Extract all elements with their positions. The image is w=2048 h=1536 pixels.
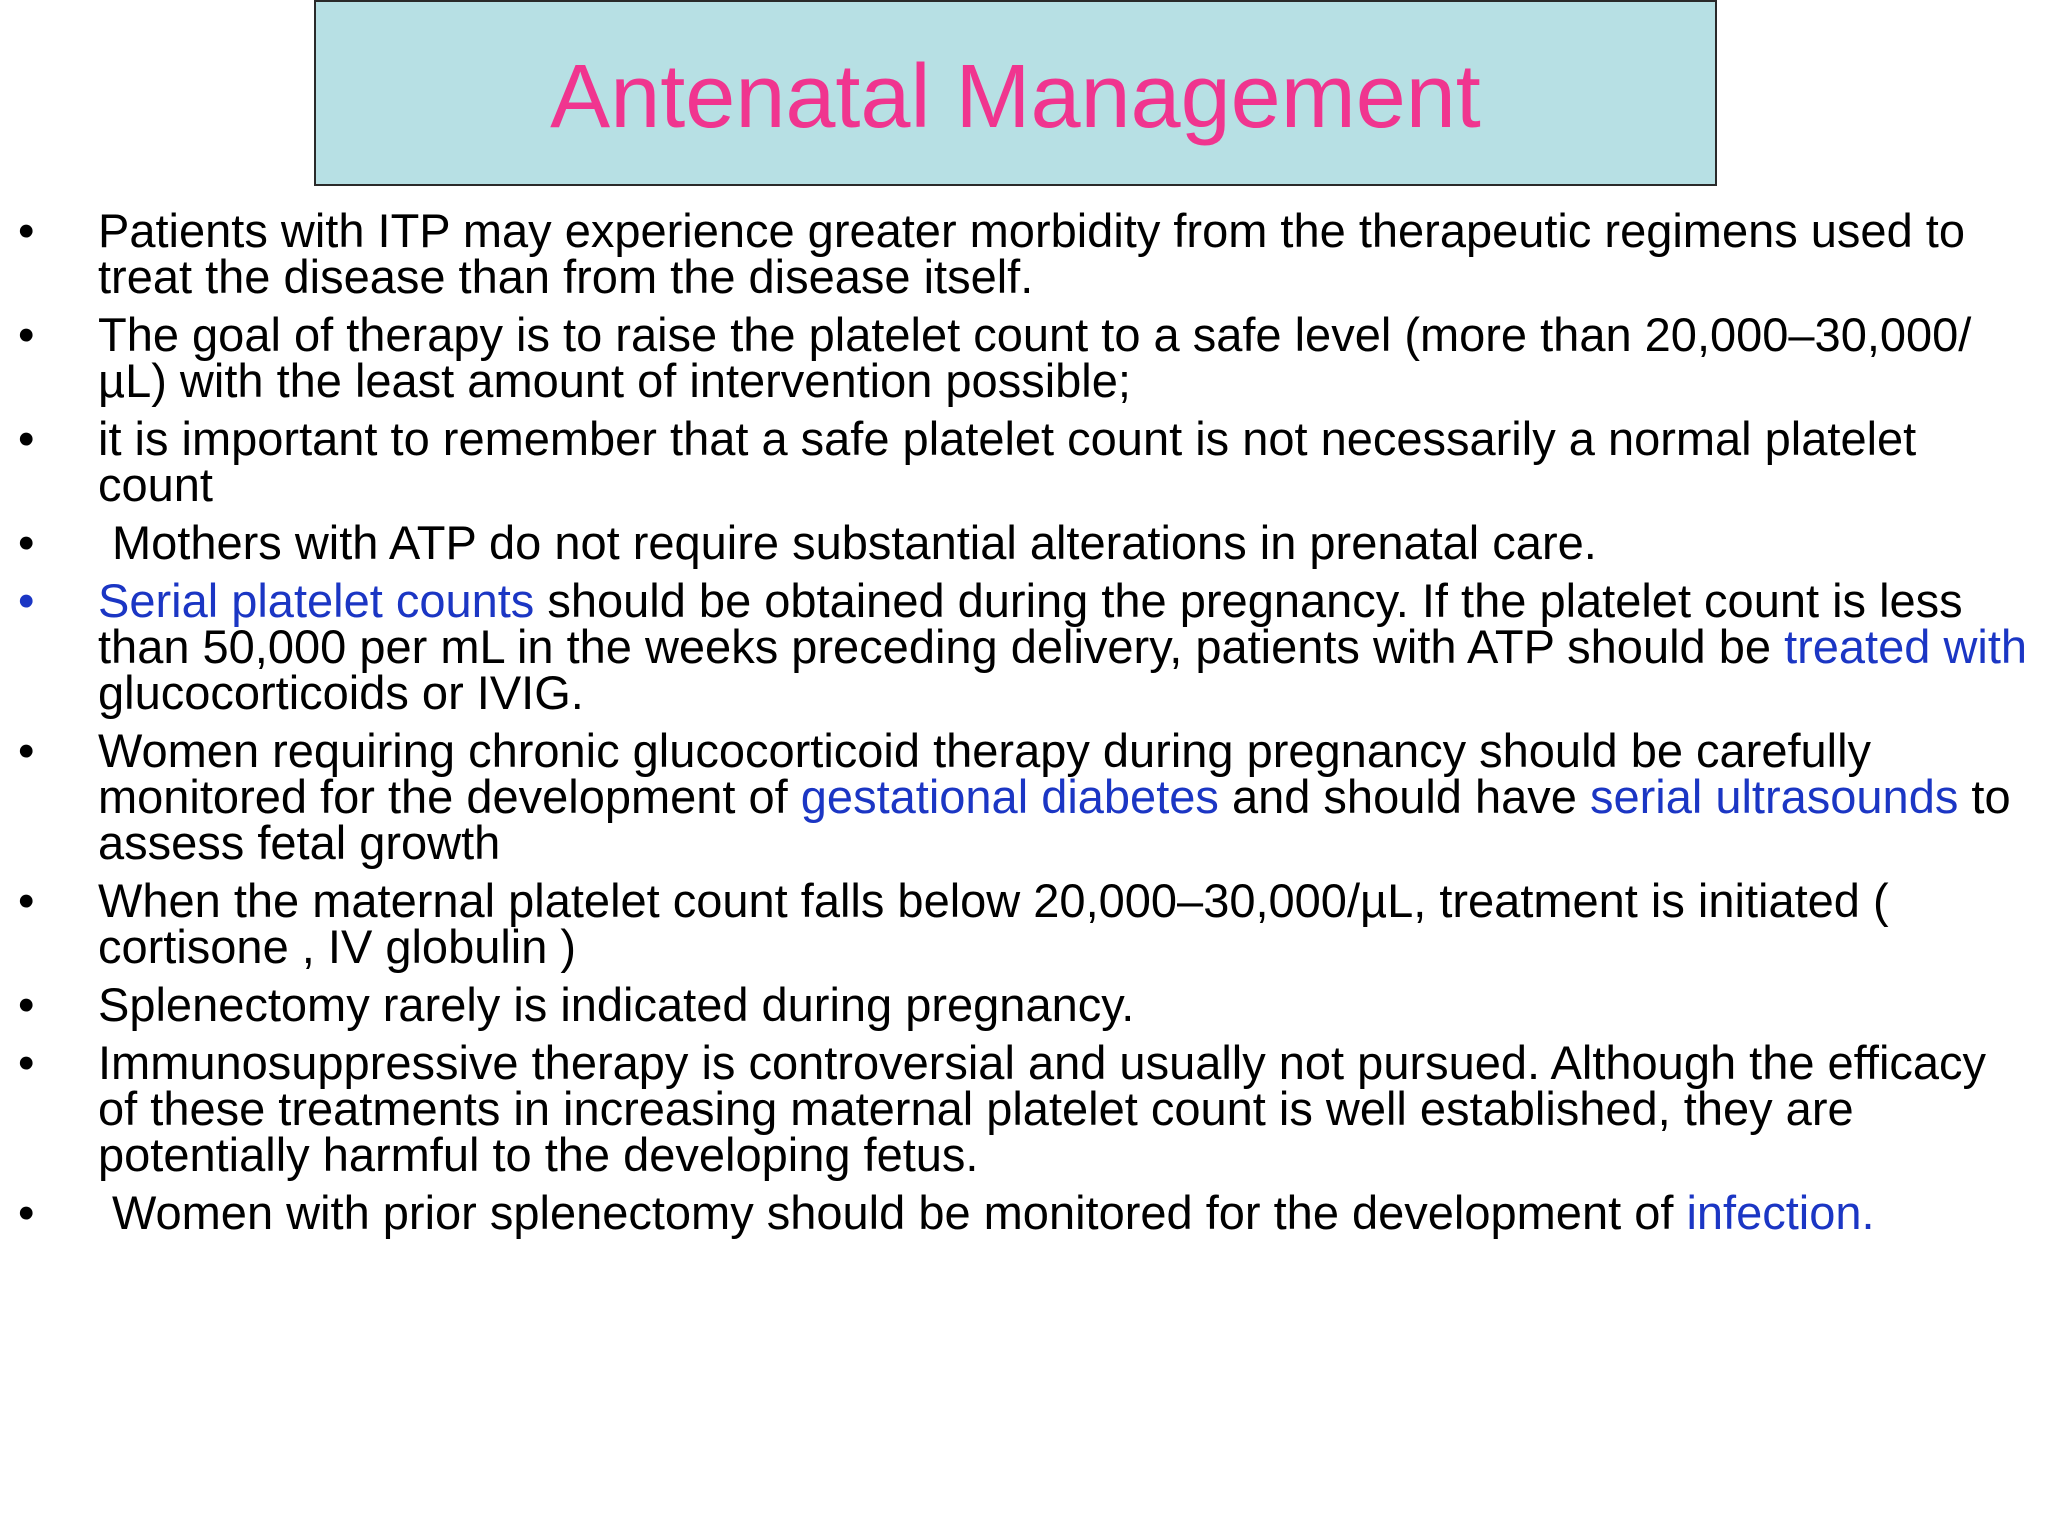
bullet-text: should be obtained during the pregnancy. If the platelet count is less than 50,000 per mL in the weeks preceding delivery, patients with ATP should be	[98, 574, 1963, 673]
bullet-item	[18, 308, 2038, 407]
bullet-marker: •	[18, 412, 35, 465]
bullet-marker: •	[18, 1036, 35, 1089]
bullet-text: The goal of therapy is to raise the platelet count to a safe level (more than 20,000–30,000/µL) with the least amount of intervention possible;	[98, 308, 1972, 407]
highlight-text: gestational diabetes	[800, 770, 1219, 823]
bullet-item	[18, 874, 2038, 973]
highlight-text: treated with	[1784, 620, 2028, 673]
bullet-text: Women requiring chronic glucocorticoid therapy during pregnancy should be carefully monitored for the development of	[98, 724, 1872, 823]
highlight-text: serial ultrasounds	[1589, 770, 1959, 823]
bullet-marker: •	[18, 308, 35, 361]
bullet-marker: •	[18, 874, 35, 927]
bullet-marker: •	[18, 574, 35, 627]
bullet-marker: •	[18, 204, 35, 257]
slide-title: Antenatal Management	[550, 46, 1481, 147]
highlight-text: Serial platelet counts	[98, 574, 535, 627]
title-banner	[314, 0, 1717, 186]
bullet-marker: •	[18, 724, 35, 777]
highlight-text: infection.	[1686, 1186, 1875, 1239]
bullet-text: Women with prior splenectomy should be monitored for the development of	[112, 1186, 1687, 1239]
bullet-item	[18, 412, 2038, 511]
bullet-item	[18, 978, 2038, 1031]
bullet-text: and should have	[1218, 770, 1590, 823]
bullet-item	[18, 516, 2038, 569]
bullet-list	[18, 204, 2038, 1248]
bullet-marker: •	[18, 516, 35, 569]
bullet-marker: •	[18, 978, 35, 1031]
bullet-text: Immunosuppressive therapy is controversial and usually not pursued. Although the efficacy of these treatments in increasing maternal platelet count is well established, they are potentially harmful to the developing fetus.	[98, 1036, 1987, 1181]
bullet-item	[18, 1036, 2038, 1181]
bullet-item	[18, 1186, 2038, 1239]
bullet-text: to assess fetal growth	[98, 770, 2011, 869]
bullet-text: glucocorticoids or IVIG.	[98, 666, 584, 719]
bullet-text: Mothers with ATP do not require substantial alterations in prenatal care.	[112, 516, 1597, 569]
bullet-marker: •	[18, 1186, 35, 1239]
bullet-item	[18, 204, 2038, 303]
bullet-item	[18, 574, 2038, 719]
bullet-text: Patients with ITP may experience greater morbidity from the therapeutic regimens used to treat the disease than from the disease itself.	[98, 204, 1965, 303]
bullet-text: it is important to remember that a safe platelet count is not necessarily a normal platelet count	[98, 412, 1917, 511]
bullet-text: When the maternal platelet count falls below 20,000–30,000/µL, treatment is initiated ( cortisone , IV globulin )	[98, 874, 1889, 973]
bullet-item	[18, 724, 2038, 869]
bullet-text: Splenectomy rarely is indicated during pregnancy.	[98, 978, 1135, 1031]
